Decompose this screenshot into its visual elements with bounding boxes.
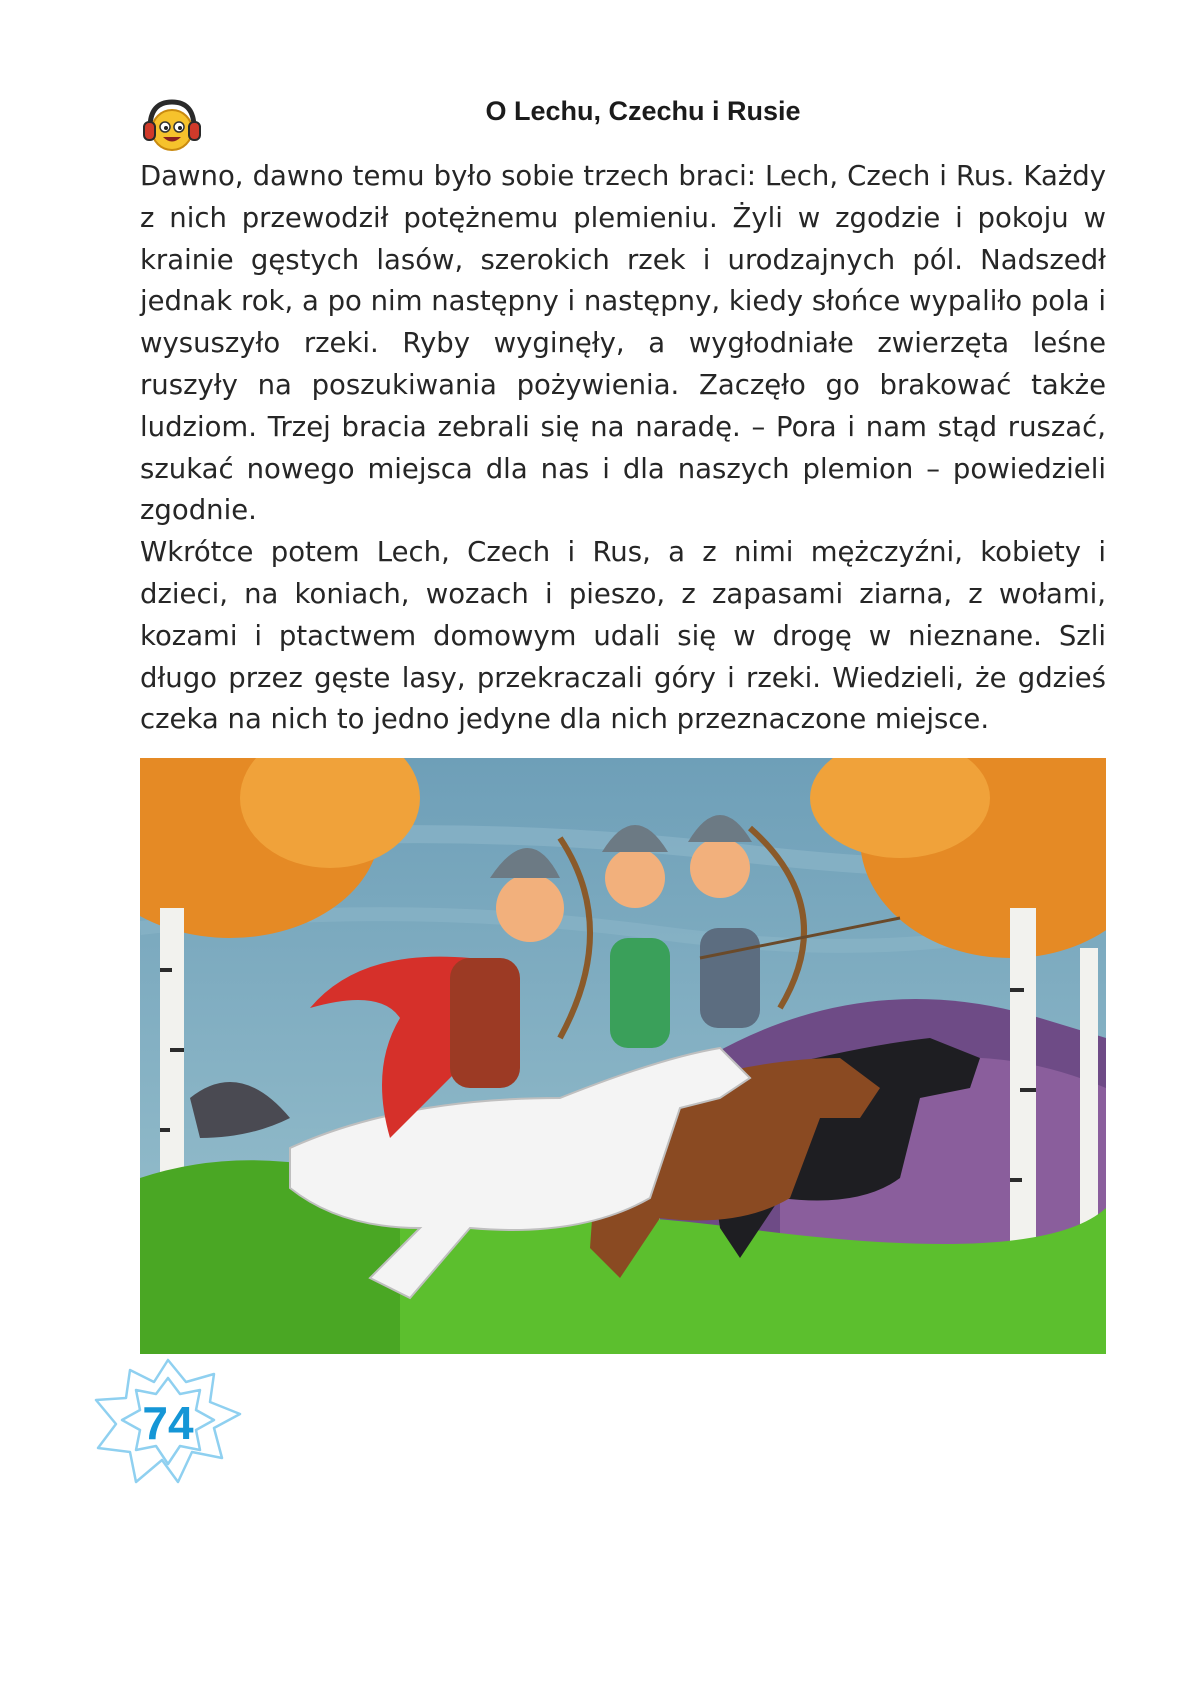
story-paragraph: Wkrótce potem Lech, Czech i Rus, a z nimi mężczyźni, kobiety i dzieci, na koniach, wozach i pieszo, z zapasami ziarna, z wołami, kozami i ptactwem domowym udali się w drogę w nieznane. Szli długo przez gęste lasy, przekraczali góry i rzeki. Wiedzieli, że gdzieś czeka na nich to jedno jedyne dla nich przeznaczone miejsce. bbox=[140, 536, 1106, 736]
page-number: 74 bbox=[142, 1397, 194, 1449]
story-text bbox=[140, 156, 1106, 741]
riders-illustration bbox=[140, 758, 1106, 1354]
story-title: O Lechu, Czechu i Rusie bbox=[485, 96, 801, 126]
story-paragraph: Dawno, dawno temu było sobie trzech braci: Lech, Czech i Rus. Każdy z nich przewodził potężnemu plemieniu. Żyli w zgodzie i pokoju w krainie gęstych lasów, szerokich rzek i urodzajnych pól. Nadszedł jednak rok, a po nim następny i następny, kiedy słońce wypaliło pola i wysuszyło rzeki. Ryby wyginęły, a wygłodniałe zwierzęta leśne ruszyły na poszukiwania pożywienia. Zaczęło go brakować także ludziom. Trzej bracia zebrali się na naradę. – Pora i nam stąd ruszać, szukać nowego miejsca dla nas i dla naszych plemion – powiedzieli zgodnie. bbox=[140, 160, 1106, 527]
